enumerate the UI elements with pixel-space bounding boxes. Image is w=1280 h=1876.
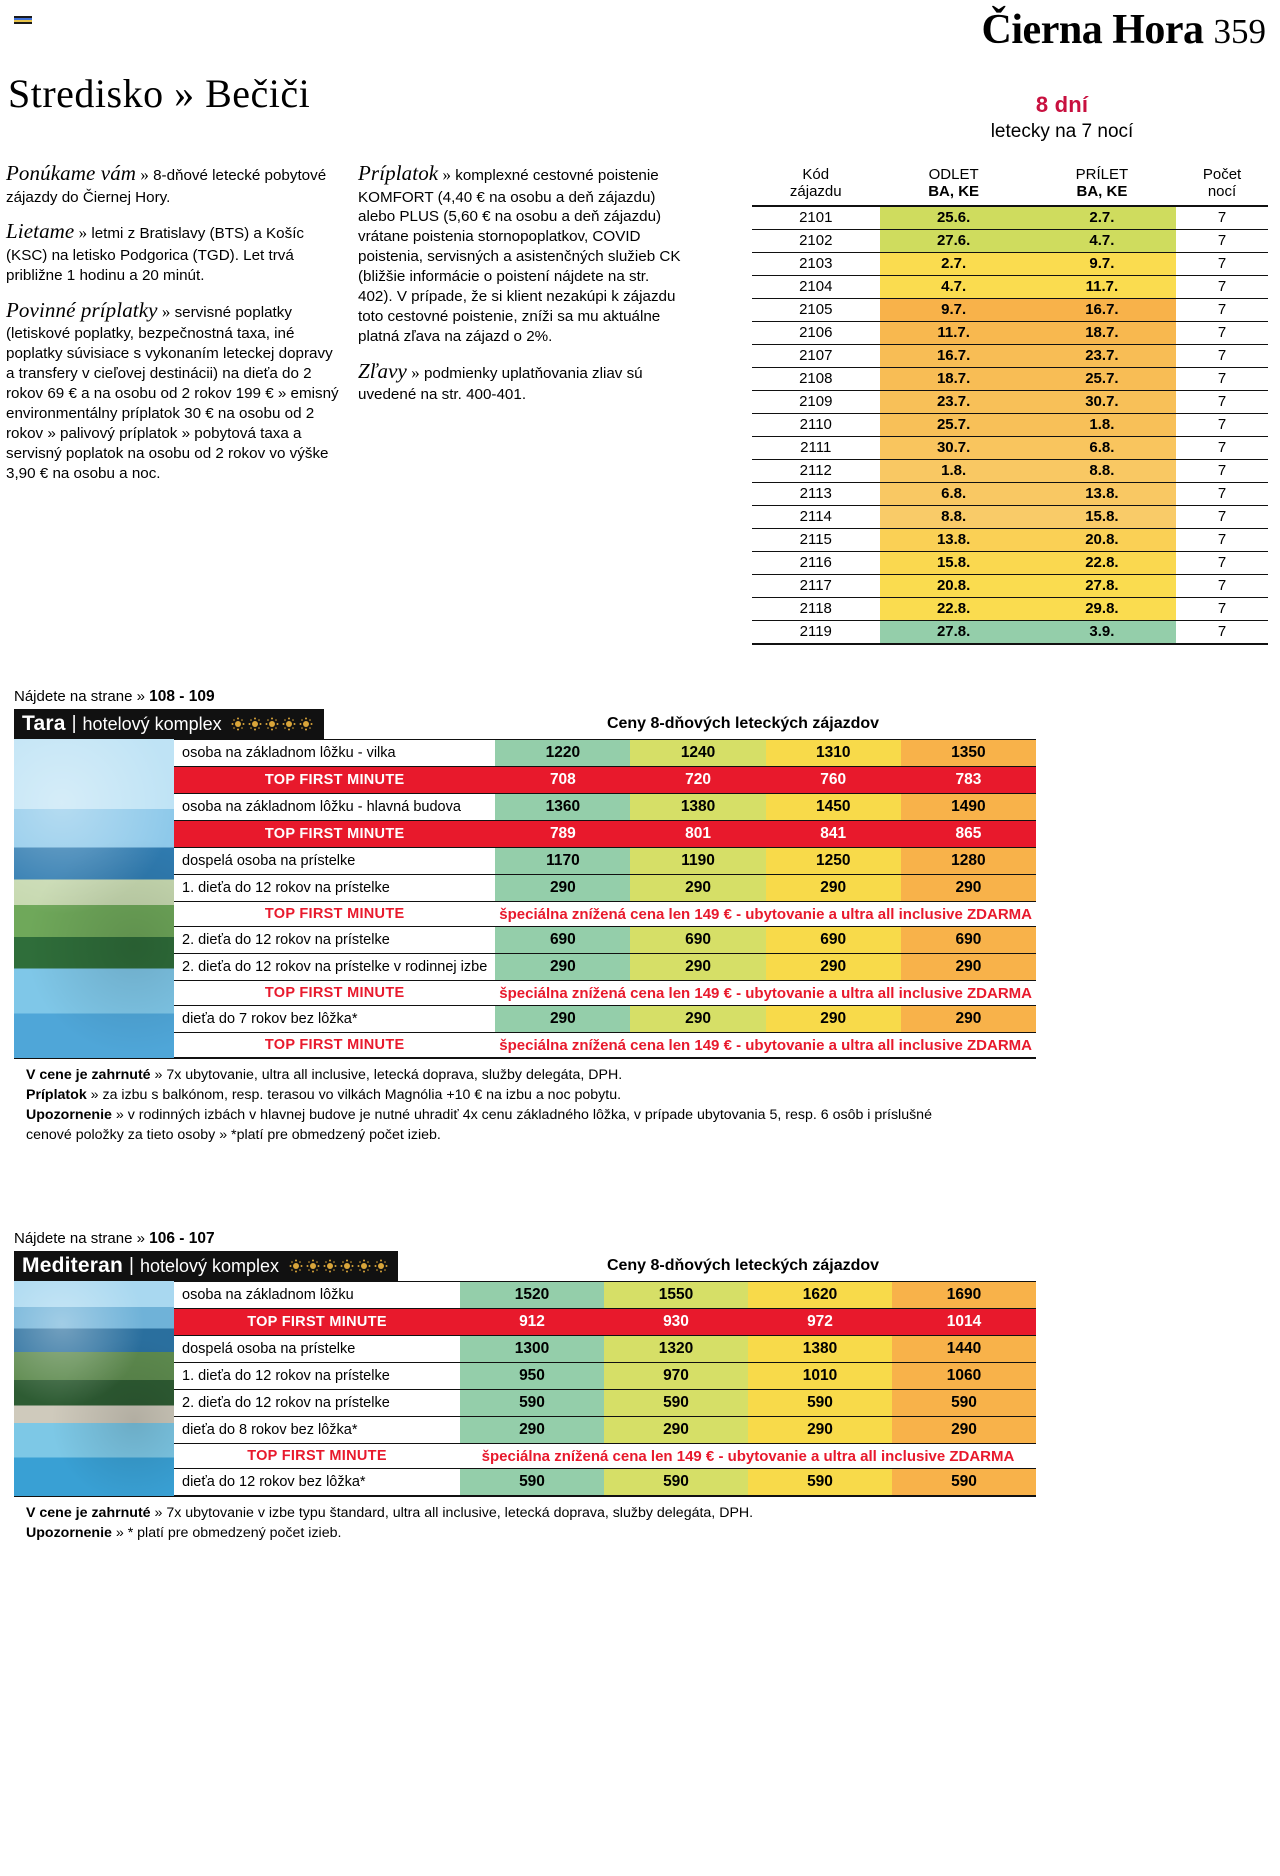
price-cell: 1550 <box>604 1282 748 1309</box>
nights-count: 7 <box>1176 436 1268 459</box>
departure-date: 25.6. <box>880 206 1028 230</box>
departure-row <box>752 367 1268 390</box>
departure-row <box>752 275 1268 298</box>
price-cell: 290 <box>766 1006 901 1033</box>
price-cell: 290 <box>495 1006 630 1033</box>
nights-count: 7 <box>1176 229 1268 252</box>
departure-code: 2116 <box>752 551 880 574</box>
table-row <box>174 1309 1036 1336</box>
departure-code: 2103 <box>752 252 880 275</box>
note-line <box>26 1106 1026 1125</box>
info-paragraph <box>6 218 342 285</box>
info-paragraph-lead: Lietame <box>6 219 75 244</box>
sun-icon <box>305 1259 320 1274</box>
arrival-date: 3.9. <box>1028 620 1176 644</box>
info-paragraph <box>6 160 342 207</box>
table-row <box>174 1363 1036 1390</box>
row-label: dospelá osoba na prístelke <box>174 848 495 875</box>
hotel-rating-suns <box>231 717 314 732</box>
chevron-double-right-icon: » <box>74 223 92 243</box>
hotel-name-bar[interactable] <box>14 709 324 739</box>
dep-header-arrival: PRÍLET BA, KE <box>1028 166 1176 206</box>
departure-code: 2110 <box>752 413 880 436</box>
table-row <box>174 848 1036 875</box>
nights-count: 7 <box>1176 390 1268 413</box>
hotel-rating-suns <box>288 1259 388 1274</box>
table-row <box>174 927 1036 954</box>
info-paragraph-body: komplexné cestovné poistenie KOMFORT (4,40 € na osobu a deň zájazdu) alebo PLUS (5,60 € na osobu a deň zájazdu) vrátane poistenia stornopoplatkov, COVID poistenia, servisných a asistenčných služieb CK (bližšie informácie o poistení nájdete na str. 402). V prípade, že si klient nezakúpi k zájazdu toto cestovné poistenie, zníži sa mu aktuálne platná zľava na zájazd o 2%. <box>358 167 681 345</box>
nights-count: 7 <box>1176 275 1268 298</box>
info-paragraph-body: letmi z Bratislavy (BTS) a Košíc (KSC) na letisko Podgorica (TGD). Let trvá približne 1 hodinu a 20 minút. <box>6 225 305 284</box>
price-cell: 290 <box>630 1006 765 1033</box>
sun-icon <box>288 1259 303 1274</box>
nights-count: 7 <box>1176 482 1268 505</box>
sun-icon <box>373 1259 388 1274</box>
table-row <box>174 1033 1036 1058</box>
hotel-photo <box>14 1281 174 1496</box>
hotel-header <box>14 709 1036 739</box>
price-cell: 690 <box>766 927 901 954</box>
departure-code: 2115 <box>752 528 880 551</box>
departure-date: 18.7. <box>880 367 1028 390</box>
departure-date: 20.8. <box>880 574 1028 597</box>
departure-date: 27.6. <box>880 229 1028 252</box>
price-cell: 290 <box>495 875 630 902</box>
info-column-middle <box>358 160 688 416</box>
departure-date: 15.8. <box>880 551 1028 574</box>
nights-count: 7 <box>1176 528 1268 551</box>
hotel-price-table <box>174 1281 1036 1496</box>
row-special-text: špeciálna znížená cena len 149 € - ubytovanie a ultra all inclusive ZDARMA <box>460 1444 1036 1469</box>
price-cell: 720 <box>630 767 765 794</box>
note-text: » v rodinných izbách v hlavnej budove je nutné uhradiť 4x cenu základného lôžka, v prípade ubytovania 5, resp. 6 osôb i príslušné <box>111 1106 932 1123</box>
sun-icon <box>339 1259 354 1274</box>
table-row <box>174 875 1036 902</box>
price-cell: 590 <box>748 1390 892 1417</box>
table-row <box>174 740 1036 767</box>
departure-code: 2101 <box>752 206 880 230</box>
note-line <box>26 1524 1026 1543</box>
departure-date: 13.8. <box>880 528 1028 551</box>
price-cell: 1320 <box>604 1336 748 1363</box>
info-paragraph-body: servisné poplatky (letiskové poplatky, bezpečnostná taxa, iné poplatky súvisiace s vykonaním leteckej dopravy a transfery v cieľovej destinácii) na dieťa do 2 rokov 69 € a na osobu od 2 rokov 199 € » emisný environmentálny príplatok 30 € na osobu od 2 rokov » palivový príplatok » pobytová taxa a servisný poplatok na osobu od 2 rokov vo výške 3,90 € na osobu a noc. <box>6 303 339 482</box>
price-cell: 865 <box>901 821 1036 848</box>
price-cell: 290 <box>901 954 1036 981</box>
arrival-date: 2.7. <box>1028 206 1176 230</box>
table-row <box>174 1444 1036 1469</box>
info-paragraph <box>358 160 688 347</box>
departure-row <box>752 597 1268 620</box>
table-row <box>174 1469 1036 1496</box>
departure-date: 9.7. <box>880 298 1028 321</box>
hotel-name-separator: | <box>129 1255 134 1276</box>
price-cell: 290 <box>892 1417 1036 1444</box>
price-cell: 1490 <box>901 794 1036 821</box>
departure-row <box>752 252 1268 275</box>
row-label: dospelá osoba na prístelke <box>174 1336 460 1363</box>
price-cell: 1380 <box>748 1336 892 1363</box>
sun-icon <box>231 717 246 732</box>
price-cell: 290 <box>766 875 901 902</box>
dep-header-nights: Počet nocí <box>1176 166 1268 206</box>
price-cell: 1450 <box>766 794 901 821</box>
sun-icon <box>356 1259 371 1274</box>
row-label: 2. dieťa do 12 rokov na prístelke <box>174 927 495 954</box>
sun-icon <box>282 717 297 732</box>
departure-row <box>752 390 1268 413</box>
hotel-name: Mediteran <box>22 1254 123 1277</box>
sun-icon <box>248 717 263 732</box>
nights-count: 7 <box>1176 505 1268 528</box>
departure-row <box>752 482 1268 505</box>
price-cell: 290 <box>748 1417 892 1444</box>
info-paragraph-lead: Príplatok <box>358 161 439 185</box>
note-text: » za izbu s balkónom, resp. terasou vo vilkách Magnólia +10 € na izbu a noc pobytu. <box>86 1086 622 1103</box>
price-cell: 1190 <box>630 848 765 875</box>
hotel-name: Tara <box>22 712 66 735</box>
departure-row <box>752 574 1268 597</box>
prices-caption: Ceny 8-dňových leteckých zájazdov <box>606 1257 880 1274</box>
row-label: osoba na základnom lôžku <box>174 1282 460 1309</box>
departure-date: 1.8. <box>880 459 1028 482</box>
arrival-date: 27.8. <box>1028 574 1176 597</box>
table-row <box>174 954 1036 981</box>
hotel-price-table <box>174 739 1036 1058</box>
price-cell: 590 <box>460 1469 604 1496</box>
price-cell: 1380 <box>630 794 765 821</box>
price-cell: 590 <box>892 1469 1036 1496</box>
info-paragraph-body: 8-dňové letecké pobytové zájazdy do Čiernej Hory. <box>6 167 327 206</box>
row-label: 2. dieťa do 12 rokov na prístelke v rodinnej izbe <box>174 954 495 981</box>
row-label: TOP FIRST MINUTE <box>174 767 495 794</box>
price-cell: 690 <box>495 927 630 954</box>
price-cell: 708 <box>495 767 630 794</box>
price-cell: 1170 <box>495 848 630 875</box>
nights-count: 7 <box>1176 551 1268 574</box>
price-cell: 1300 <box>460 1336 604 1363</box>
arrival-date: 9.7. <box>1028 252 1176 275</box>
arrival-date: 6.8. <box>1028 436 1176 459</box>
arrival-date: 4.7. <box>1028 229 1176 252</box>
note-label: V cene je zahrnuté <box>26 1505 151 1521</box>
info-column-left <box>6 160 342 494</box>
price-cell: 972 <box>748 1309 892 1336</box>
departure-code: 2104 <box>752 275 880 298</box>
note-line <box>26 1504 1026 1523</box>
row-label: TOP FIRST MINUTE <box>174 902 495 927</box>
price-cell: 760 <box>766 767 901 794</box>
country-name: Čierna Hora <box>981 7 1204 53</box>
note-label: V cene je zahrnuté <box>26 1067 151 1083</box>
note-text: » 7x ubytovanie, ultra all inclusive, letecká doprava, služby delegáta, DPH. <box>150 1067 623 1083</box>
hotel-kind: hotelový komplex <box>82 713 222 734</box>
arrival-date: 1.8. <box>1028 413 1176 436</box>
arrival-date: 23.7. <box>1028 344 1176 367</box>
sun-icon <box>265 717 280 732</box>
table-row <box>174 1336 1036 1363</box>
hotel-photo <box>14 739 174 1058</box>
price-cell: 1520 <box>460 1282 604 1309</box>
info-paragraph <box>6 297 342 484</box>
note-line <box>26 1086 1026 1105</box>
hotel-name-bar[interactable] <box>14 1251 398 1281</box>
row-label: osoba na základnom lôžku - vilka <box>174 740 495 767</box>
page-title: Stredisko » Bečiči <box>8 71 311 116</box>
departure-code: 2112 <box>752 459 880 482</box>
price-cell: 290 <box>766 954 901 981</box>
find-on-page-number[interactable]: 106 - 107 <box>149 1230 215 1247</box>
row-label: TOP FIRST MINUTE <box>174 1444 460 1469</box>
price-cell: 1690 <box>892 1282 1036 1309</box>
departure-code: 2109 <box>752 390 880 413</box>
hotel-block <box>14 688 1036 1155</box>
departure-date: 16.7. <box>880 344 1028 367</box>
price-cell: 290 <box>495 954 630 981</box>
find-on-page-prefix: Nájdete na strane » <box>14 688 150 705</box>
find-on-page-line <box>14 1230 1036 1248</box>
price-cell: 841 <box>766 821 901 848</box>
chevron-double-right-icon: » <box>438 165 456 184</box>
departure-row <box>752 344 1268 367</box>
info-paragraph-lead: Zľavy <box>358 358 407 383</box>
departure-code: 2113 <box>752 482 880 505</box>
price-cell: 970 <box>604 1363 748 1390</box>
hotel-body <box>14 739 1036 1058</box>
find-on-page-line <box>14 688 1036 706</box>
price-cell: 930 <box>604 1309 748 1336</box>
price-cell: 801 <box>630 821 765 848</box>
price-cell: 1310 <box>766 740 901 767</box>
departure-date: 23.7. <box>880 390 1028 413</box>
price-cell: 789 <box>495 821 630 848</box>
chevron-double-right-icon: » <box>136 165 154 184</box>
departure-date: 4.7. <box>880 275 1028 298</box>
note-line <box>26 1066 1026 1085</box>
departure-date: 30.7. <box>880 436 1028 459</box>
nights-count: 7 <box>1176 321 1268 344</box>
price-cell: 912 <box>460 1309 604 1336</box>
price-cell: 1240 <box>630 740 765 767</box>
arrival-date: 13.8. <box>1028 482 1176 505</box>
nights-count: 7 <box>1176 206 1268 230</box>
price-cell: 1060 <box>892 1363 1036 1390</box>
nights-count: 7 <box>1176 597 1268 620</box>
row-special-text: špeciálna znížená cena len 149 € - ubytovanie a ultra all inclusive ZDARMA <box>495 1033 1036 1058</box>
price-cell: 590 <box>604 1469 748 1496</box>
hotel-notes <box>14 1058 1036 1155</box>
arrival-date: 20.8. <box>1028 528 1176 551</box>
row-label: TOP FIRST MINUTE <box>174 821 495 848</box>
table-row <box>174 767 1036 794</box>
note-label: Príplatok <box>26 1086 87 1103</box>
price-cell: 590 <box>892 1390 1036 1417</box>
row-label: TOP FIRST MINUTE <box>174 1309 460 1336</box>
note-line <box>26 1126 1026 1145</box>
table-row <box>174 1006 1036 1033</box>
price-cell: 290 <box>901 1006 1036 1033</box>
info-paragraph-lead: Povinné príplatky <box>6 297 158 322</box>
departure-code: 2102 <box>752 229 880 252</box>
price-cell: 1280 <box>901 848 1036 875</box>
table-row <box>174 981 1036 1006</box>
find-on-page-number[interactable]: 108 - 109 <box>149 688 215 705</box>
hotel-header <box>14 1251 1036 1281</box>
price-cell: 1350 <box>901 740 1036 767</box>
price-cell: 290 <box>460 1417 604 1444</box>
hotel-block <box>14 1230 1036 1553</box>
row-label: dieťa do 12 rokov bez lôžka* <box>174 1469 460 1496</box>
price-cell: 690 <box>901 927 1036 954</box>
row-label: osoba na základnom lôžku - hlavná budova <box>174 794 495 821</box>
prices-caption: Ceny 8-dňových leteckých zájazdov <box>606 715 880 732</box>
price-cell: 1010 <box>748 1363 892 1390</box>
table-row <box>174 821 1036 848</box>
departure-row <box>752 413 1268 436</box>
departure-date: 2.7. <box>880 252 1028 275</box>
note-text: cenové položky za tieto osoby » *platí pre obmedzený počet izieb. <box>26 1126 441 1143</box>
price-cell: 1250 <box>766 848 901 875</box>
country-header <box>982 6 1266 54</box>
price-cell: 1440 <box>892 1336 1036 1363</box>
departure-date: 22.8. <box>880 597 1028 620</box>
nights-count: 7 <box>1176 344 1268 367</box>
page-number: 359 <box>1213 12 1266 51</box>
departure-code: 2118 <box>752 597 880 620</box>
departure-code: 2107 <box>752 344 880 367</box>
arrival-date: 16.7. <box>1028 298 1176 321</box>
arrival-date: 18.7. <box>1028 321 1176 344</box>
price-cell: 783 <box>901 767 1036 794</box>
nights-count: 7 <box>1176 298 1268 321</box>
departure-code: 2105 <box>752 298 880 321</box>
hotel-name-separator: | <box>71 713 77 734</box>
departure-date: 27.8. <box>880 620 1028 644</box>
price-cell: 290 <box>630 875 765 902</box>
table-row <box>174 794 1036 821</box>
hotel-kind: hotelový komplex <box>139 1255 280 1276</box>
info-paragraph <box>358 358 688 405</box>
departure-date: 11.7. <box>880 321 1028 344</box>
arrival-date: 22.8. <box>1028 551 1176 574</box>
price-cell: 950 <box>460 1363 604 1390</box>
price-cell: 1014 <box>892 1309 1036 1336</box>
departure-code: 2106 <box>752 321 880 344</box>
nights-count: 7 <box>1176 574 1268 597</box>
departure-code: 2111 <box>752 436 880 459</box>
dep-header-departure: ODLET BA, KE <box>880 166 1028 206</box>
price-cell: 590 <box>748 1469 892 1496</box>
info-paragraph-body: podmienky uplatňovania zliav sú uvedené na str. 400-401. <box>358 364 643 404</box>
arrival-date: 29.8. <box>1028 597 1176 620</box>
price-cell: 290 <box>901 875 1036 902</box>
nights-count: 7 <box>1176 459 1268 482</box>
departure-code: 2119 <box>752 620 880 644</box>
row-label: dieťa do 7 rokov bez lôžka* <box>174 1006 495 1033</box>
registration-mark-icon <box>14 16 32 26</box>
departure-row <box>752 528 1268 551</box>
departure-code: 2117 <box>752 574 880 597</box>
price-cell: 690 <box>630 927 765 954</box>
table-row <box>174 902 1036 927</box>
info-paragraph-lead: Ponúkame vám <box>6 161 137 185</box>
departure-row <box>752 206 1268 230</box>
note-label: Upozornenie <box>26 1524 112 1541</box>
row-label: dieťa do 8 rokov bez lôžka* <box>174 1417 460 1444</box>
find-on-page-prefix: Nájdete na strane » <box>14 1230 150 1247</box>
arrival-date: 30.7. <box>1028 390 1176 413</box>
departure-row <box>752 459 1268 482</box>
departures-table <box>752 166 1268 645</box>
hotel-body <box>14 1281 1036 1496</box>
duration-days: 8 dní <box>1035 92 1089 117</box>
note-text: » 7x ubytovanie v izbe typu štandard, ultra all inclusive, letecká doprava, služby delegáta, DPH. <box>150 1505 754 1521</box>
chevron-double-right-icon: » <box>157 301 175 321</box>
arrival-date: 15.8. <box>1028 505 1176 528</box>
departure-date: 25.7. <box>880 413 1028 436</box>
sun-icon <box>322 1259 337 1274</box>
price-cell: 290 <box>604 1417 748 1444</box>
departure-row <box>752 551 1268 574</box>
duration-subtitle: letecky na 7 nocí <box>990 121 1134 142</box>
departure-code: 2108 <box>752 367 880 390</box>
duration-block <box>902 92 1222 143</box>
table-row <box>174 1282 1036 1309</box>
nights-count: 7 <box>1176 367 1268 390</box>
nights-count: 7 <box>1176 413 1268 436</box>
price-cell: 590 <box>460 1390 604 1417</box>
nights-count: 7 <box>1176 252 1268 275</box>
nights-count: 7 <box>1176 620 1268 644</box>
departure-date: 8.8. <box>880 505 1028 528</box>
hotel-notes <box>14 1496 1036 1553</box>
chevron-double-right-icon: » <box>406 362 424 382</box>
table-row <box>174 1390 1036 1417</box>
price-cell: 1220 <box>495 740 630 767</box>
price-cell: 1620 <box>748 1282 892 1309</box>
price-cell: 590 <box>604 1390 748 1417</box>
note-label: Upozornenie <box>26 1106 112 1123</box>
row-label: 1. dieťa do 12 rokov na prístelke <box>174 875 495 902</box>
departure-row <box>752 436 1268 459</box>
departure-row <box>752 229 1268 252</box>
price-cell: 290 <box>630 954 765 981</box>
note-text: » * platí pre obmedzený počet izieb. <box>111 1524 342 1541</box>
row-label: 2. dieťa do 12 rokov na prístelke <box>174 1390 460 1417</box>
row-special-text: špeciálna znížená cena len 149 € - ubytovanie a ultra all inclusive ZDARMA <box>495 902 1036 927</box>
departure-date: 6.8. <box>880 482 1028 505</box>
row-label: TOP FIRST MINUTE <box>174 981 495 1006</box>
departure-row <box>752 321 1268 344</box>
arrival-date: 8.8. <box>1028 459 1176 482</box>
row-label: TOP FIRST MINUTE <box>174 1033 495 1058</box>
departure-row <box>752 298 1268 321</box>
row-special-text: špeciálna znížená cena len 149 € - ubytovanie a ultra all inclusive ZDARMA <box>495 981 1036 1006</box>
departure-code: 2114 <box>752 505 880 528</box>
departure-row <box>752 620 1268 644</box>
arrival-date: 11.7. <box>1028 275 1176 298</box>
price-cell: 1360 <box>495 794 630 821</box>
dep-header-code: Kód zájazdu <box>752 166 880 206</box>
arrival-date: 25.7. <box>1028 367 1176 390</box>
sun-icon <box>299 717 314 732</box>
table-row <box>174 1417 1036 1444</box>
row-label: 1. dieťa do 12 rokov na prístelke <box>174 1363 460 1390</box>
departure-row <box>752 505 1268 528</box>
